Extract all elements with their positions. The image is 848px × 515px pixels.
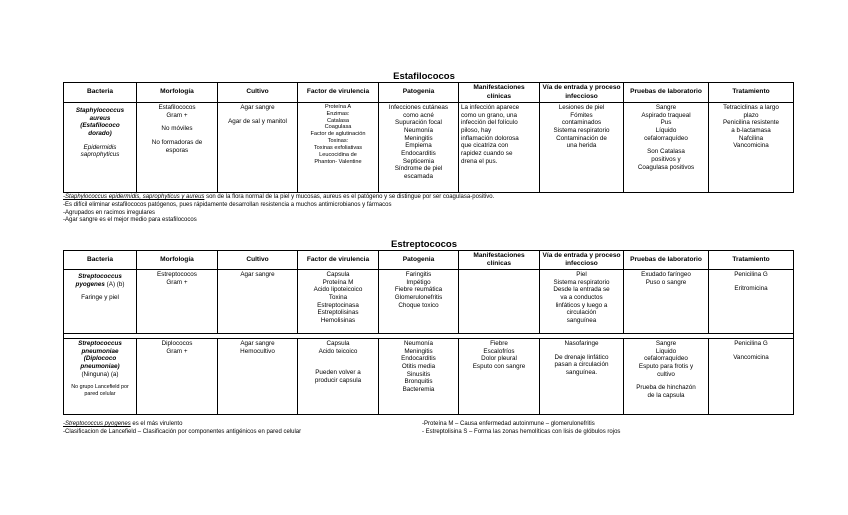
pyogenes-via-cell — [540, 270, 624, 334]
staph-manifestaciones-3: infección del folículo — [461, 119, 518, 127]
pneumoniae-via-4: sanguínea. — [565, 369, 598, 377]
staph-manifestaciones-2: como un grano, una — [461, 111, 518, 119]
staph-patogenia-6: Empiema — [405, 142, 432, 150]
pneumoniae-factor-3: Pueden volver a — [315, 369, 361, 377]
pneumoniae-tratamiento-cell — [709, 339, 794, 415]
pneumoniae-manifestaciones-2: Escalofríos — [483, 347, 515, 355]
pyogenes-factor-6: Estreptolisinas — [317, 309, 359, 317]
staph-pruebas-6: Son Catalasa — [647, 148, 685, 156]
strep-header-row — [64, 251, 794, 270]
header-morfologia: Morfología — [137, 83, 218, 103]
strep-header-bacteria: Bacteria — [64, 251, 137, 270]
pneumoniae-morfologia-1: Diplococos — [161, 340, 193, 348]
pneumoniae-bacteria-name-1: Streptococcus — [78, 340, 122, 348]
pneumoniae-patogenia-2: Meningitis — [404, 347, 433, 355]
pneumoniae-pruebas-6: Prueba de hinchazón — [636, 384, 696, 392]
pyogenes-factor-5: Estreptocinasa — [317, 301, 359, 309]
header-cultivo: Cultivo — [218, 83, 298, 103]
pyogenes-patogenia-1: Faringitis — [405, 271, 432, 279]
pyogenes-pruebas-2: Puso o sangre — [645, 278, 687, 286]
pyogenes-via-4: va a conductos — [560, 294, 603, 302]
staph-patogenia-4: Neumonía — [403, 127, 434, 135]
pyogenes-bacteria-name-1 — [66, 273, 134, 281]
pneumoniae-group: (Ninguna) (a) — [81, 370, 119, 378]
header-via: Vía de entrada y proceso infeccioso — [540, 83, 624, 103]
pneumoniae-manifestaciones-3: Dolor pleural — [481, 355, 517, 363]
staph-factor-1: Proteína A — [324, 104, 352, 110]
pyogenes-bacteria-name-2 — [66, 281, 134, 289]
pneumoniae-factor-1: Capsula — [326, 340, 350, 348]
pyogenes-bacteria-cell — [64, 270, 137, 334]
staph-factor-3: Catalasa — [326, 117, 350, 124]
strep-header-manifestaciones: Manifestaciones clínicas — [459, 251, 540, 270]
staph-tratamiento-6: Vancomicina — [733, 142, 769, 150]
staph-manifestaciones-5: inflamación dolorosa — [461, 134, 519, 142]
pyogenes-tratamiento-2: Eritromicina — [734, 284, 768, 292]
staph-pruebas-2: Aspirado traqueal — [641, 111, 691, 119]
staph-manifestaciones-1: La infección aparece — [461, 104, 520, 111]
pyogenes-via-1: Piel — [576, 271, 587, 279]
pyogenes-via-2: Sistema respiratorio — [553, 278, 610, 286]
pneumoniae-bacteria-name-3: (Diplococo — [83, 355, 117, 363]
pyogenes-factor-2: Proteína M — [322, 278, 354, 286]
pneumoniae-patogenia-1: Neumonía — [403, 340, 434, 348]
staph-patogenia-9: Síndrome de piel — [394, 165, 443, 173]
staph-pruebas-5: cefalorraquídeo — [644, 134, 688, 142]
pneumoniae-via-1: Nasofaringe — [564, 340, 599, 348]
staph-factor-7: Toxinas exfoliativas — [313, 144, 363, 151]
pneumoniae-pruebas-4: Esputo para frotis y — [638, 363, 694, 371]
pneumoniae-factor-cell — [298, 339, 379, 415]
staph-factor-8: Leucocidina de — [319, 151, 357, 158]
strep-note-l1-text: es el más virulento — [130, 421, 183, 427]
staph-manifestaciones-6: que cicatriza con — [461, 142, 509, 150]
pneumoniae-cultivo-cell — [218, 339, 298, 415]
pneumoniae-patogenia-7: Bacteremia — [402, 386, 435, 394]
pyogenes-patogenia-4: Glomerulonefritis — [394, 294, 443, 302]
staph-note-2: -Es difícil eliminar estafilococos patógenos, pues rápidamente desarrollan resistencia a muchos antimicrobianos y fármacos — [63, 201, 392, 208]
staph-manifestaciones-4: piloso, hay — [461, 127, 492, 135]
pyogenes-via-3: Desde la entrada se — [553, 286, 610, 294]
strep-notes-left — [63, 421, 301, 437]
staph-via-1: Lesiones de piel — [558, 104, 605, 111]
pneumoniae-manifestaciones-4: Esputo con sangre — [472, 363, 526, 371]
pneumoniae-pruebas-1: Sangre — [655, 340, 677, 348]
staph-tratamiento-2: plazo — [743, 111, 759, 119]
staph-factor-6: Toxinas: — [327, 138, 349, 145]
pneumoniae-via-2: De drenaje linfático — [554, 353, 609, 361]
staph-notes — [63, 194, 494, 225]
staph-manifestaciones-cell — [459, 103, 540, 193]
pneumoniae-tratamiento-1: Penicilina G — [734, 340, 768, 348]
staph-factor-9: Phanton- Valentine — [314, 158, 362, 165]
pyogenes-via-5: linfáticos y luego a — [555, 301, 608, 309]
pyogenes-morfologia-cell — [137, 270, 218, 334]
header-manifestaciones: Manifestaciones clínicas — [459, 83, 540, 103]
staph-morfologia-3: No móviles — [161, 125, 193, 133]
strep-header-morfologia: Morfología — [137, 251, 218, 270]
pyogenes-cultivo-1: Agar sangre — [240, 271, 275, 279]
pyogenes-tratamiento-1: Penicilina G — [734, 271, 768, 279]
pneumoniae-bacteria-name-4: pneumoniae) — [80, 363, 120, 371]
pyogenes-factor-1: Capsula — [326, 271, 350, 279]
staph-factor-cell — [298, 103, 379, 193]
staph-patogenia-cell — [379, 103, 459, 193]
strep-note-r2: - Estreptolisina S – Forma las zonas hemolíticas con lisis de glóbulos rojos — [422, 428, 621, 435]
strep-header-patogenia: Patogenia — [379, 251, 459, 270]
staph-note-4: -Agar sangre es el mejor medio para estafilococos — [63, 217, 197, 224]
pneumoniae-factor-2: Acido teicoico — [318, 347, 358, 355]
staph-note-1-text: son de la flora normal de la piel y mucosas, aureus es el patógeno y se distingue por ser coagulasa-positivo. — [204, 194, 495, 200]
pyogenes-patogenia-cell — [379, 270, 459, 334]
staph-patogenia-1: Infecciones cutáneas — [388, 104, 449, 111]
staph-morfologia-1: Estafilococos — [158, 104, 196, 111]
strep-notes-right — [422, 421, 620, 437]
staph-bacteria-other-2: saprophyticus — [80, 151, 120, 159]
strep-note-r1: -Proteína M – Causa enfermedad autoinmune – glomerulonefritis — [422, 421, 595, 427]
pyogenes-species: pyogenes — [75, 280, 105, 288]
staph-factor-5: Factor de aglutinación — [310, 131, 366, 138]
pneumoniae-factor-4: producir capsula — [314, 377, 362, 385]
staph-note-1-species: -Staphylococcus epidermidis, saprophyticus y aureus — [63, 194, 205, 200]
staph-patogenia-3: Supuración focal — [395, 119, 442, 127]
header-factor: Factor de virulencia — [298, 83, 379, 103]
strep-note-l2: -Clasificacion de Lancefield – Clasificación por componentes antigénicos en pared celular — [63, 428, 302, 435]
staph-tratamiento-4: a b-lactamasa — [731, 127, 771, 135]
staph-via-cell — [540, 103, 624, 193]
staph-manifestaciones-7: rapidez cuando se — [461, 150, 513, 158]
pyogenes-factor-7: Hemolisinas — [320, 317, 356, 325]
pneumoniae-pruebas-5: cultivo — [657, 370, 675, 378]
pneumoniae-morfologia-cell — [137, 339, 218, 415]
staph-table — [63, 82, 794, 193]
pyogenes-row — [64, 270, 794, 334]
staph-patogenia-10: escamada — [403, 173, 434, 181]
pneumoniae-patogenia-cell — [379, 339, 459, 415]
pneumoniae-patogenia-4: Otitis media — [401, 363, 436, 371]
staph-tratamiento-3: Penicilina resistente — [722, 119, 779, 127]
pneumoniae-tratamiento-2: Vancomicina — [733, 353, 769, 361]
pneumoniae-pruebas-cell — [624, 339, 709, 415]
pneumoniae-bacteria-other-2: pared celular — [84, 391, 116, 398]
staph-pruebas-3: Pus — [660, 119, 672, 127]
staph-tratamiento-cell — [709, 103, 794, 193]
pneumoniae-cultivo-1: Agar sangre — [240, 340, 275, 348]
pyogenes-patogenia-3: Fiebre reumática — [394, 286, 443, 294]
staph-section-title: Estafilococos — [393, 71, 455, 82]
staph-via-2: Fómites — [570, 111, 593, 119]
staph-note-1 — [63, 194, 494, 202]
pneumoniae-morfologia-2: Gram + — [166, 347, 188, 355]
pyogenes-factor-cell — [298, 270, 379, 334]
header-pruebas: Pruebas de laboratorio — [624, 83, 709, 103]
pyogenes-factor-3: Acido lipoteicoico — [313, 286, 363, 294]
strep-section-title: Estreptococos — [391, 239, 457, 250]
pyogenes-morfologia-1: Estreptococos — [157, 271, 197, 279]
staph-via-6: una herida — [566, 142, 597, 150]
strep-header-pruebas: Pruebas de laboratorio — [624, 251, 709, 270]
staph-cultivo-2: Agar de sal y manitol — [228, 117, 287, 125]
staph-pruebas-7: positivos y — [651, 156, 681, 164]
pyogenes-manifestaciones-cell — [459, 270, 540, 334]
staph-tratamiento-5: Nafcilina — [738, 134, 764, 142]
pyogenes-via-7: sanguínea — [566, 317, 597, 325]
strep-header-tratamiento: Tratamiento — [709, 251, 794, 270]
pyogenes-morfologia-2: Gram + — [166, 278, 188, 286]
header-patogenia: Patogenia — [379, 83, 459, 103]
pyogenes-factor-4: Toxina — [328, 294, 348, 302]
pneumoniae-cultivo-2: Hemocultivo — [240, 347, 275, 355]
pneumoniae-via-3: pasan a circulación — [554, 361, 609, 369]
staph-cultivo-cell — [218, 103, 298, 193]
pyogenes-pruebas-cell — [624, 270, 709, 334]
pneumoniae-manifestaciones-cell — [459, 339, 540, 415]
staph-morfologia-5: esporas — [165, 146, 189, 154]
staph-morfologia-2: Gram + — [166, 111, 188, 119]
pneumoniae-pruebas-3: cefalorraquídeo — [644, 355, 688, 363]
staph-bacteria-other-1: Epidermidis — [83, 143, 117, 151]
pyogenes-pruebas-1: Exudado faríngeo — [641, 271, 691, 279]
staph-pruebas-1: Sangre — [655, 104, 677, 111]
strep-header-cultivo: Cultivo — [218, 251, 298, 270]
staph-bacteria-name-4: dorado) — [88, 130, 112, 138]
staph-via-3: contaminados — [561, 119, 602, 127]
staph-bacteria-cell — [64, 103, 137, 193]
staph-cultivo-1: Agar sangre — [240, 104, 275, 111]
strep-table — [63, 250, 794, 415]
pneumoniae-patogenia-5: Sinusitis — [406, 370, 431, 378]
pyogenes-bacteria-other: Faringe y piel — [81, 294, 119, 302]
strep-header-factor: Factor de virulencia — [298, 251, 379, 270]
pyogenes-genus: Streptococcus — [78, 273, 122, 281]
strep-note-l1-species: -Streptococcus pyogenes — [63, 421, 131, 427]
strep-header-via: Vía de entrada y proceso infeccioso — [540, 251, 624, 270]
staph-via-4: Sistema respiratorio — [553, 127, 610, 135]
pyogenes-patogenia-2: Impétigo — [406, 278, 431, 286]
staph-morfologia-4: No formadoras de — [151, 139, 203, 147]
staph-header-row — [64, 83, 794, 103]
pneumoniae-bacteria-name-2: pneumoniae — [81, 347, 119, 355]
pneumoniae-manifestaciones-1: Fiebre — [490, 340, 508, 348]
pneumoniae-pruebas-7: de la capsula — [647, 392, 685, 400]
pneumoniae-patogenia-6: Bronquitis — [404, 378, 433, 386]
pneumoniae-patogenia-3: Endocarditis — [401, 355, 436, 363]
pneumoniae-via-cell — [540, 339, 624, 415]
staph-bacteria-name-2: aureus — [89, 114, 111, 122]
header-tratamiento: Tratamiento — [709, 83, 794, 103]
staph-bacteria-name-1: Staphylococcus — [75, 107, 125, 114]
pneumoniae-row — [64, 339, 794, 415]
staph-patogenia-8: Septicemia — [402, 157, 435, 165]
staph-row — [64, 103, 794, 193]
staph-manifestaciones-8: drena el pus. — [461, 157, 498, 165]
staph-note-3: -Agrupados en racimos irregulares — [63, 209, 156, 216]
staph-morfologia-cell — [137, 103, 218, 193]
pneumoniae-bacteria-cell — [64, 339, 137, 415]
pneumoniae-bacteria-other-1: No grupo Lancefield por — [71, 384, 129, 391]
pyogenes-group: (A) (b) — [104, 280, 125, 288]
staph-factor-2: Enzimas: — [326, 110, 350, 117]
staph-patogenia-7: Endocarditis — [401, 150, 436, 158]
staph-bacteria-name-3: (Estafilococo — [80, 122, 120, 130]
pyogenes-cultivo-cell — [218, 270, 298, 334]
staph-pruebas-4: Líquido — [655, 127, 677, 135]
strep-note-l1 — [63, 421, 301, 429]
staph-factor-4: Coagulasa — [324, 124, 352, 131]
staph-patogenia-2: como acné — [403, 111, 434, 119]
staph-via-5: Contaminación de — [556, 134, 607, 142]
pyogenes-patogenia-5: Choque toxico — [398, 301, 439, 309]
pyogenes-tratamiento-cell — [709, 270, 794, 334]
staph-pruebas-8: Coagulasa positivos — [637, 163, 695, 171]
header-bacteria: Bacteria — [64, 83, 137, 103]
staph-patogenia-5: Meningitis — [404, 134, 433, 142]
pyogenes-via-6: circulación — [566, 309, 597, 317]
staph-tratamiento-1: Tetraciclinas a largo — [723, 104, 779, 111]
staph-pruebas-cell — [624, 103, 709, 193]
pneumoniae-pruebas-2: Liquido — [655, 347, 677, 355]
